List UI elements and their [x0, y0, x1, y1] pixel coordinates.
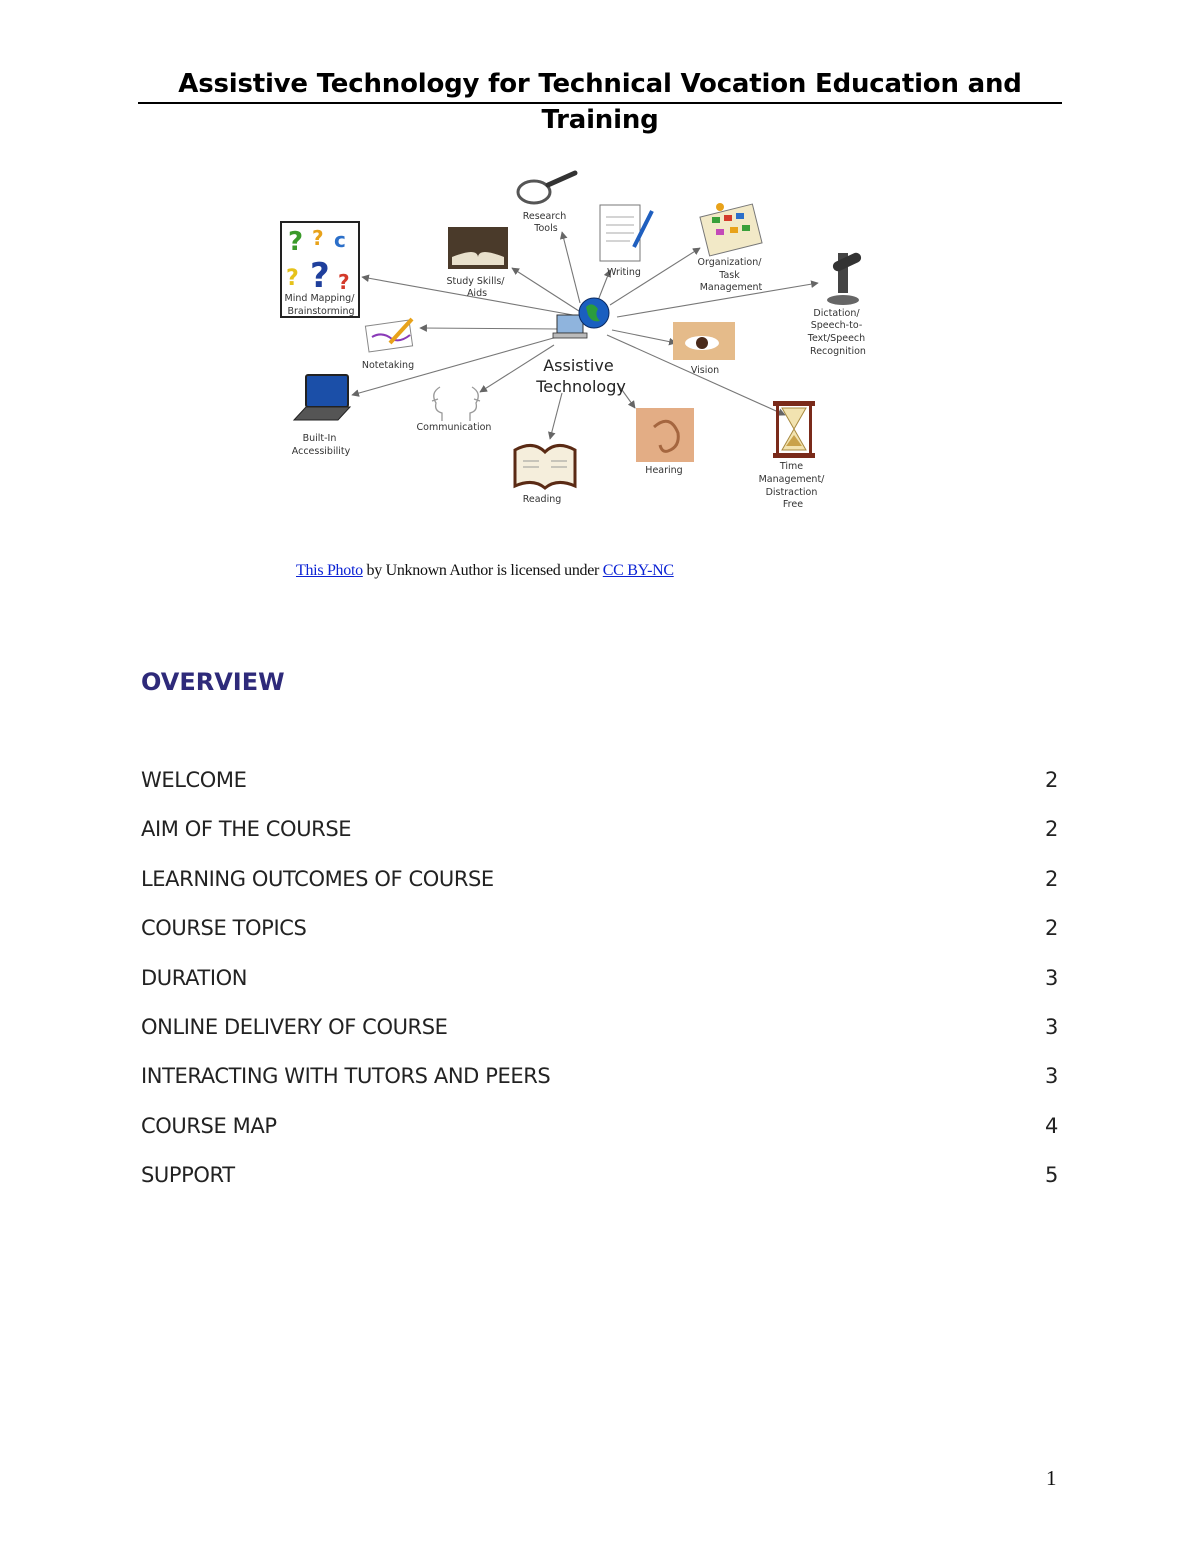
diagram-node-label: Research	[522, 211, 567, 222]
diagram-node-label: Dictation/	[813, 308, 860, 319]
two-faces-icon	[432, 387, 480, 421]
magnifying-glass-icon	[518, 173, 575, 203]
diagram-node-label: Management/	[758, 474, 825, 485]
toc-entry-label: INTERACTING WITH TUTORS AND PEERS	[141, 1064, 551, 1089]
diagram-node-label: Organization/	[697, 257, 762, 268]
laptop-globe-icon	[553, 298, 609, 338]
license-link[interactable]: CC BY-NC	[602, 562, 674, 579]
open-book-photo-icon	[448, 227, 508, 269]
svg-text:?: ?	[288, 227, 304, 257]
laptop-icon	[294, 375, 350, 420]
toc-entry[interactable]	[141, 1015, 1058, 1064]
diagram-node-label: Mind Mapping/	[284, 293, 355, 304]
svg-text:?: ?	[312, 226, 324, 250]
svg-text:Time Management/ D	[759, 461, 828, 510]
diagram-node-label: Built-In	[302, 433, 337, 444]
assistive-technology-diagram	[272, 165, 882, 515]
diagram-node-label: Management	[699, 282, 763, 293]
svg-text:?: ?	[338, 270, 350, 294]
hourglass-icon	[773, 401, 815, 458]
diagram-node-label: Communication	[416, 422, 492, 433]
svg-text:?: ?	[286, 266, 299, 291]
diagram-node-label: Time	[779, 461, 804, 472]
notetaking-icon	[365, 319, 412, 352]
toc-entry-page: 5	[1045, 1163, 1058, 1188]
page-number: 1	[1046, 1466, 1057, 1490]
diagram-node-label: Speech-to-	[810, 320, 863, 331]
toc-entry-page: 3	[1045, 965, 1058, 990]
toc-entry-page: 2	[1045, 817, 1058, 842]
diagram-node-label: Brainstorming	[287, 306, 355, 317]
diagram-node-label: Vision	[690, 365, 720, 376]
toc-entry[interactable]	[141, 768, 1058, 817]
toc-entry-label: DURATION	[141, 965, 248, 990]
eye-photo-icon	[673, 322, 735, 360]
diagram-node-label: Writing	[607, 267, 641, 278]
diagram-node-label: Notetaking	[361, 360, 415, 371]
center-label-line2: Technology	[536, 377, 626, 396]
diagram-node-label: Text/Speech	[807, 333, 866, 344]
toc-entry-label: AIM OF THE COURSE	[141, 817, 352, 842]
toc-entry[interactable]	[141, 867, 1058, 916]
calendar-icon	[700, 203, 762, 256]
svg-text:Dictation/ Speech-to-	[807, 308, 868, 357]
toc-entry-page: 2	[1045, 768, 1058, 792]
attribution-text: by Unknown Author is licensed under	[362, 562, 603, 579]
toc-entry-label: WELCOME	[141, 768, 247, 792]
diagram-node-label: Aids	[466, 288, 488, 299]
toc-entry[interactable]	[141, 1114, 1058, 1163]
toc-entry-label: ONLINE DELIVERY OF COURSE	[141, 1014, 448, 1039]
toc-entry-label: COURSE TOPICS	[141, 916, 307, 941]
toc-entry-page: 3	[1045, 1064, 1058, 1089]
document-title: Assistive Technology for Technical Vocation Education and Training	[138, 66, 1062, 104]
toc-entry-label: LEARNING OUTCOMES OF COURSE	[141, 866, 494, 891]
diagram-node-label: Free	[782, 499, 804, 510]
open-book-icon	[515, 445, 575, 488]
writing-paper-pen-icon	[600, 205, 652, 261]
toc-entry[interactable]	[141, 966, 1058, 1015]
toc-entry-label: COURSE MAP	[141, 1113, 277, 1138]
toc-entry[interactable]	[141, 916, 1058, 965]
svg-text:?: ?	[310, 256, 330, 296]
toc-entry-page: 4	[1045, 1113, 1058, 1138]
toc-entry[interactable]	[141, 1163, 1058, 1212]
diagram-node-label: Tools	[534, 223, 558, 234]
toc-entry-page: 3	[1045, 1014, 1058, 1039]
diagram-node-label: Distraction	[765, 487, 818, 498]
ear-photo-icon	[636, 408, 694, 462]
svg-text:Organization/ Task	[698, 257, 765, 293]
toc-entry-page: 2	[1045, 866, 1058, 891]
toc-entry-page: 2	[1045, 916, 1058, 941]
overview-heading: OVERVIEW	[141, 668, 285, 696]
svg-text:c: c	[334, 228, 346, 252]
center-label-line1: Assistive	[543, 356, 614, 375]
toc-entry-label: SUPPORT	[141, 1163, 235, 1188]
photo-attribution	[296, 562, 674, 580]
toc-entry[interactable]	[141, 817, 1058, 866]
diagram-node-label: Accessibility	[291, 446, 351, 457]
svg-text:Research Tools	[523, 211, 570, 234]
diagram-node-label: Recognition	[810, 346, 866, 357]
photo-link[interactable]: This Photo	[296, 562, 363, 579]
diagram-node-label: Hearing	[645, 465, 683, 476]
svg-text:Study Skills/ Aids	[446, 276, 507, 299]
diagram-node-label: Task	[719, 270, 740, 281]
toc-entry[interactable]	[141, 1064, 1058, 1113]
svg-text:Assistive Technology	[535, 356, 626, 396]
table-of-contents	[141, 768, 1058, 1213]
diagram-node-label: Reading	[522, 494, 562, 505]
microphone-icon	[827, 251, 863, 305]
svg-text:Built-In Accessibility	[292, 433, 351, 457]
diagram-node-label: Study Skills/	[446, 276, 505, 287]
